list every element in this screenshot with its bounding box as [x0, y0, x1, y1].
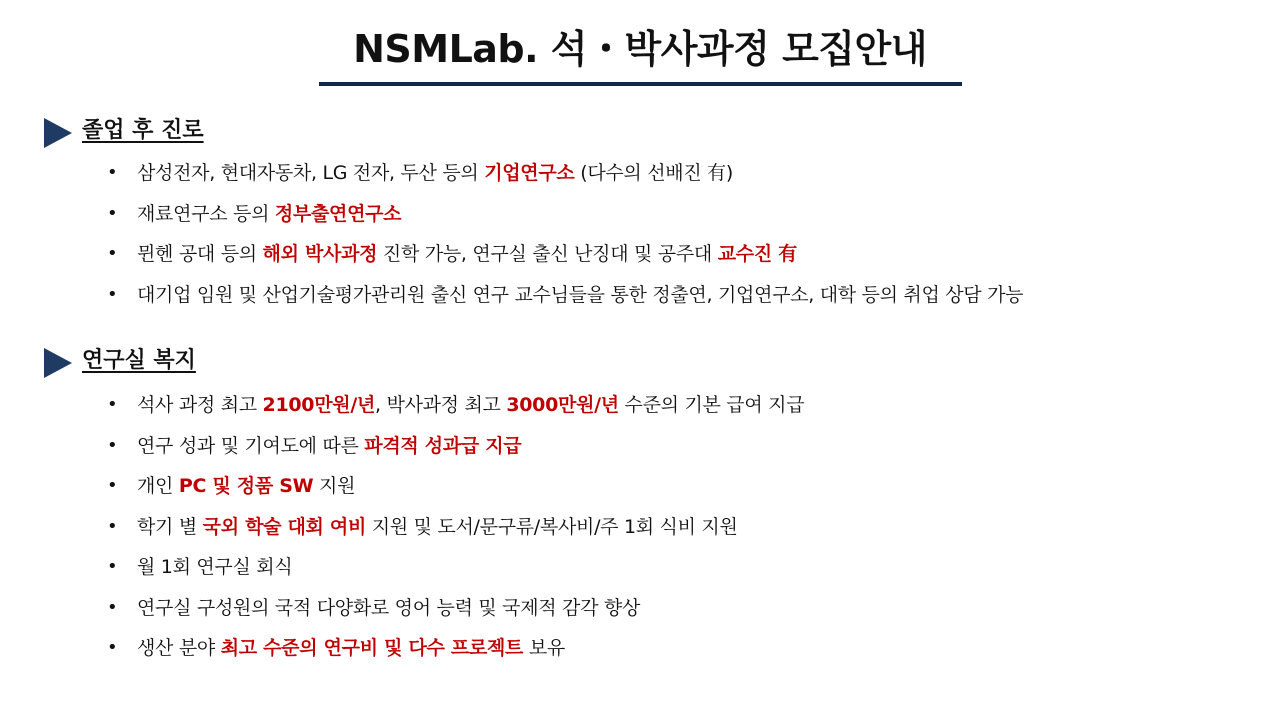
bullet-dot-icon: •	[107, 556, 118, 577]
section-title: 연구실 복지	[82, 348, 196, 373]
plain-text: 보유	[523, 637, 565, 659]
plain-text: 재료연구소 등의	[137, 202, 275, 225]
plain-text: 월 1회 연구실 회식	[137, 556, 293, 578]
highlight-text: 최고 수준의 연구비 및 다수 프로젝트	[220, 637, 524, 659]
slide-title: NSMLab. 석・박사과정 모집안내	[353, 27, 927, 71]
highlight-text: 국외 학술 대회 여비	[202, 515, 367, 538]
highlight-text: 3000만원/년	[506, 394, 619, 416]
bullet-dot-icon: •	[107, 202, 118, 224]
list-item-text	[137, 471, 355, 501]
list-item-text	[137, 390, 804, 420]
list-item-text	[137, 158, 733, 188]
triangle-bullet-icon	[44, 118, 72, 148]
list-item-text	[137, 239, 797, 269]
plain-text: , 박사과정 최고	[375, 394, 507, 416]
highlight-text: 교수진 有	[717, 243, 797, 265]
bullet-dot-icon: •	[107, 243, 118, 264]
plain-text: (다수의 선배진 有)	[574, 162, 733, 184]
plain-text: 지원 및 도서/문구류/복사비/주 1회 식비 지원	[366, 515, 738, 538]
highlight-text: 기업연구소	[484, 162, 575, 184]
list-item-text	[137, 512, 738, 542]
list-item-text	[137, 431, 521, 461]
plain-text: 연구 성과 및 기여도에 따른	[137, 434, 365, 457]
plain-text: 학기 별	[137, 515, 203, 538]
plain-text: 진학 가능, 연구실 출신 난징대 및 공주대	[377, 243, 718, 265]
highlight-text: 정부출연연구소	[274, 202, 402, 225]
bullet-dot-icon: •	[107, 162, 118, 183]
title-underline-rule	[319, 82, 962, 86]
plain-text: 지원	[313, 475, 356, 497]
highlight-text: 2100만원/년	[262, 394, 376, 416]
list-item-text	[137, 280, 1023, 310]
plain-text: 연구실 구성원의 국적 다양화로 영어 능력 및 국제적 감각 향상	[137, 596, 641, 619]
bullet-dot-icon: •	[107, 283, 118, 305]
plain-text: 대기업 임원 및 산업기술평가관리원 출신 연구 교수님들을 통한 정출연, 기업연구소, 대학 등의 취업 상담 가능	[137, 283, 1024, 306]
list-item-text	[137, 552, 292, 582]
plain-text: 생산 분야	[137, 637, 221, 659]
highlight-text: 해외 박사과정	[262, 243, 378, 265]
bullet-dot-icon: •	[107, 515, 118, 537]
plain-text: 석사 과정 최고	[137, 394, 263, 416]
plain-text: 수준의 기본 급여 지급	[618, 394, 805, 416]
section-title: 졸업 후 진로	[82, 118, 204, 143]
triangle-bullet-icon	[44, 348, 72, 378]
list-item-text	[137, 199, 401, 229]
list-item-text	[137, 593, 640, 623]
highlight-text: 파격적 성과급 지급	[364, 434, 522, 457]
bullet-dot-icon: •	[107, 394, 118, 415]
highlight-text: PC 및 정품 SW	[178, 475, 314, 497]
list-item-text	[137, 633, 565, 663]
plain-text: 삼성전자, 현대자동차, LG 전자, 두산 등의	[137, 162, 485, 184]
bullet-dot-icon: •	[107, 434, 118, 456]
plain-text: 개인	[137, 475, 179, 497]
plain-text: 뮌헨 공대 등의	[137, 243, 263, 265]
bullet-dot-icon: •	[107, 475, 118, 496]
bullet-dot-icon: •	[107, 596, 118, 618]
bullet-dot-icon: •	[107, 637, 118, 658]
